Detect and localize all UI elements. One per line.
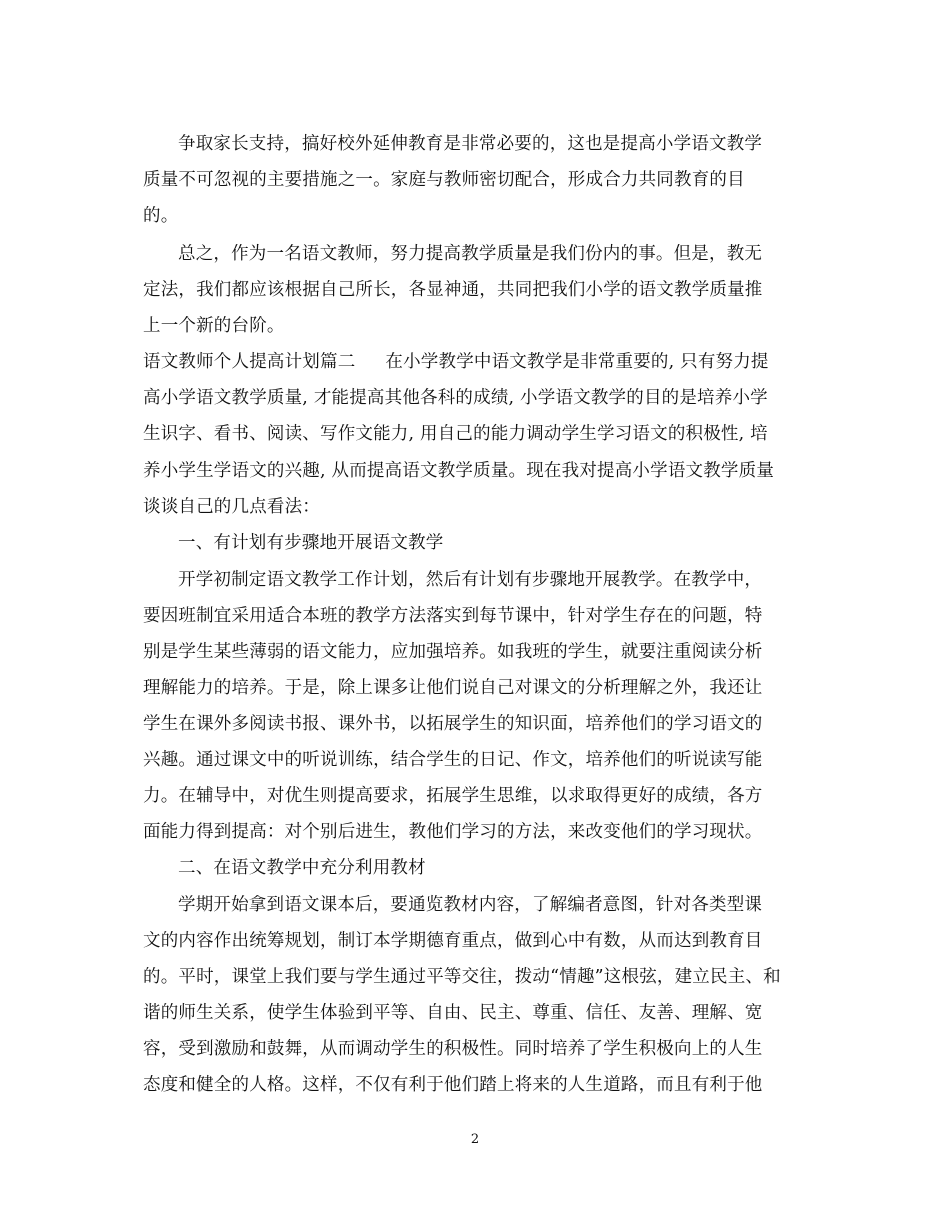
text-line: 学生在课外多阅读书报、课外书，以拓展学生的知识面，培养他们的学习语文的 <box>143 714 763 734</box>
text-line: 的。平时，课堂上我们要与学生通过平等交往，拨动“情趣”这根弦，建立民主、和 <box>143 967 781 987</box>
text-line: 的。 <box>143 206 179 226</box>
text-line: 要因班制宜采用适合本班的教学方法落实到每节课中，针对学生存在的问题，特 <box>143 606 763 626</box>
text-line: 兴趣。通过课文中的听说训练，结合学生的日记、作文，培养他们的听说读写能 <box>143 750 763 770</box>
text-line: 谐的师生关系，使学生体验到平等、自由、民主、尊重、信任、友善、理解、宽 <box>143 1003 763 1023</box>
text-line: 容，受到激励和鼓舞，从而调动学生的积极性。同时培养了学生积极向上的人生 <box>143 1039 763 1059</box>
text-line: 定法，我们都应该根据自己所长，各显神通，共同把我们小学的语文教学质量推 <box>143 280 763 300</box>
text-line: 力。在辅导中，对优生则提高要求，拓展学生思维，以求取得更好的成绩，各方 <box>143 786 763 806</box>
text-line: 理解能力的培养。于是，除上课多让他们说自己对课文的分析理解之外，我还让 <box>143 678 763 698</box>
text-line: 争取家长支持，搞好校外延伸教育是非常必要的，这也是提高小学语文教学 <box>178 134 763 154</box>
text-line: 生识字、看书、阅读、写作文能力, 用自己的能力调动学生学习语文的积极性, 培 <box>143 424 768 444</box>
text-line: 开学初制定语文教学工作计划，然后有计划有步骤地开展教学。在教学中， <box>178 570 763 590</box>
text-line: 面能力得到提高：对个别后进生，教他们学习的方法，来改变他们的学习现状。 <box>143 822 763 842</box>
text-line: 在小学教学中语文教学是非常重要的, 只有努力提 <box>385 352 769 372</box>
text-line: 上一个新的台阶。 <box>143 316 285 336</box>
text-line: 总之，作为一名语文教师，努力提高教学质量是我们份内的事。但是，教无 <box>178 244 763 264</box>
section-heading: 语文教师个人提高计划篇二 <box>143 352 356 372</box>
subheading: 二、在语文教学中充分利用教材 <box>178 858 426 878</box>
page-number: 2 <box>470 1132 480 1147</box>
text-line: 质量不可忽视的主要措施之一。家庭与教师密切配合，形成合力共同教育的目 <box>143 170 745 190</box>
text-line: 态度和健全的人格。这样，不仅有利于他们踏上将来的人生道路，而且有利于他 <box>143 1075 763 1095</box>
section-heading-line <box>143 351 769 373</box>
subheading: 一、有计划有步骤地开展语文教学 <box>178 533 444 553</box>
text-line: 文的内容作出统筹规划，制订本学期德育重点，做到心中有数，从而达到教育目 <box>143 931 763 951</box>
text-line: 学期开始拿到语文课本后，要通览教材内容，了解编者意图，针对各类型课 <box>178 895 763 915</box>
text-line: 养小学生学语文的兴趣, 从而提高语文教学质量。现在我对提高小学语文教学质量 <box>143 461 775 481</box>
text-line: 别是学生某些薄弱的语文能力，应加强培养。如我班的学生，就要注重阅读分析 <box>143 642 763 662</box>
text-line: 高小学语文教学质量, 才能提高其他各科的成绩, 小学语文教学的目的是培养小学 <box>143 388 768 408</box>
text-line: 谈谈自己的几点看法： <box>143 497 320 517</box>
